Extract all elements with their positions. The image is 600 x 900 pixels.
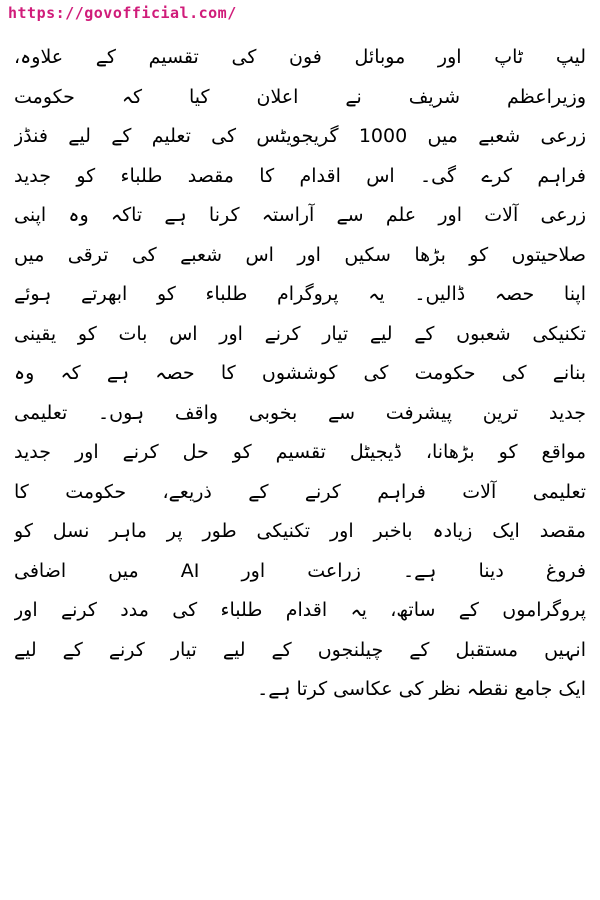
article-line: فروغ دینا ہے۔ زراعت اور AI میں اضافی	[14, 559, 586, 582]
article-line: تکنیکی شعبوں کے لیے تیار کرنے اور اس بات کو یقینی	[14, 322, 586, 345]
article-line: پروگراموں کے ساتھ، یہ اقدام طلباء کی مدد کرنے اور	[14, 599, 586, 621]
article-line: فراہم کرے گی۔ اس اقدام کا مقصد طلباء کو جدید	[14, 164, 586, 187]
source-url-watermark: https://govofficial.com/	[8, 4, 237, 22]
article-line: بنانے کی حکومت کی کوششوں کا حصہ ہے کہ وہ	[14, 362, 586, 384]
article-line: مواقع کو بڑھانا، ڈیجیٹل تقسیم کو حل کرنے اور جدید	[14, 441, 586, 463]
article-line: جدید ترین پیشرفت سے بخوبی واقف ہوں۔ تعلیمی	[14, 401, 586, 424]
article-line: اپنا حصہ ڈالیں۔ یہ پروگرام طلباء کو ابھرتے ہوئے	[14, 283, 586, 305]
article-line: تعلیمی آلات فراہم کرنے کے ذریعے، حکومت کا	[14, 480, 586, 503]
article-line: لیپ ٹاپ اور موبائل فون کی تقسیم کے علاوہ،	[14, 46, 586, 68]
article-line: وزیراعظم شریف نے اعلان کیا کہ حکومت	[14, 85, 586, 108]
article-line: زرعی شعبے میں 1000 گریجویٹس کی تعلیم کے لیے فنڈز	[14, 125, 586, 147]
article-line: ایک جامع نقطہ نظر کی عکاسی کرتا ہے۔	[257, 678, 586, 700]
article-line: زرعی آلات اور علم سے آراستہ کرنا ہے تاکہ وہ اپنی	[14, 204, 586, 226]
article-line: مقصد ایک زیادہ باخبر اور تکنیکی طور پر ماہر نسل کو	[14, 520, 586, 542]
article-body	[14, 38, 586, 710]
article-line: صلاحیتوں کو بڑھا سکیں اور اس شعبے کی ترقی میں	[14, 243, 586, 266]
article-line: انہیں مستقبل کے چیلنجوں کے لیے تیار کرنے کے لیے	[14, 638, 586, 661]
